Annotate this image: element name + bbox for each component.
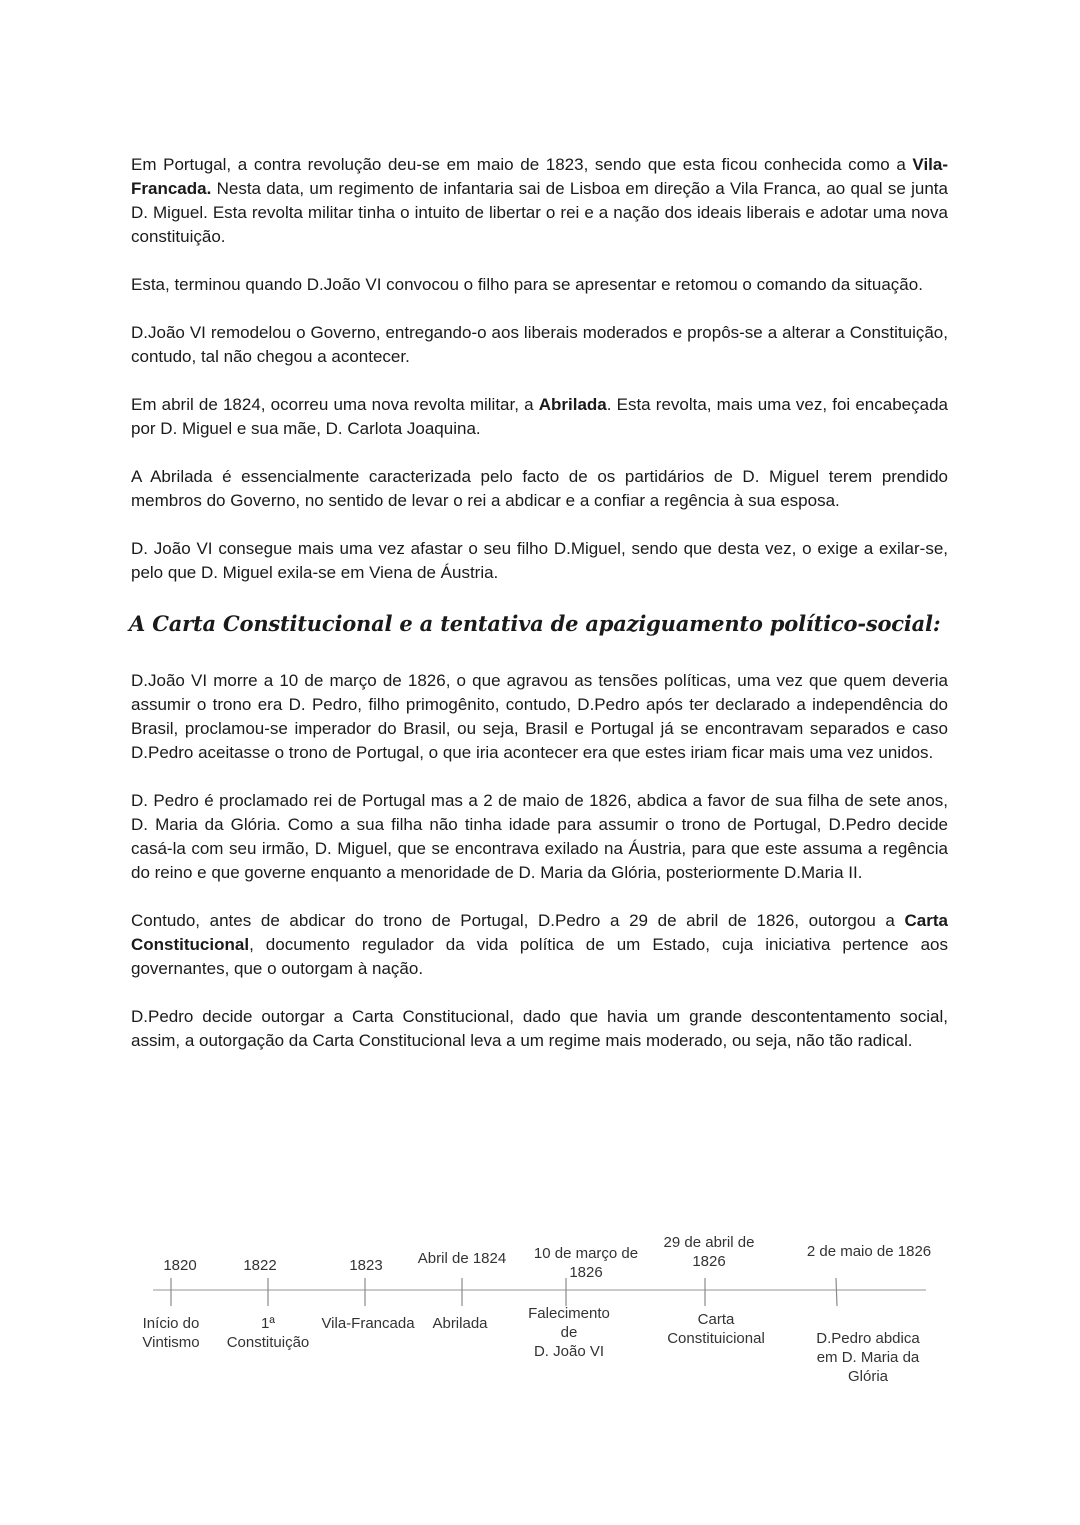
timeline-date: 2 de maio de 1826 [806,1243,932,1260]
paragraph-text: D.João VI morre a 10 de março de 1826, o que agravou as tensões políticas, uma vez que quem deveria assumir o trono era D. Pedro, filho primogênito, contudo, D.Pedro após ter declarado a independência do Brasil, proclamou-se imperador do Brasil, ou seja, Brasil e Portugal já se encontravam separados e caso D.Pedro aceitasse o trono de Portugal, o que iria acontecer era que estes iriam ficar mais uma vez unidos. [131,671,948,762]
timeline-event-label: Falecimento [528,1305,610,1322]
paragraph [131,537,948,585]
timeline-event-label: Carta [697,1311,735,1328]
timeline-event-label: Início do [142,1315,200,1332]
timeline-event-label: D.Pedro abdica [816,1330,920,1347]
timeline-date: 29 de abril de [663,1234,755,1251]
paragraph [131,909,948,981]
bold-term: Carta Constitucional [131,911,948,954]
paragraph [131,153,948,249]
paragraph-group-1 [131,153,948,585]
timeline-event-label: 1ª [261,1315,275,1332]
timeline-event-label: Vintismo [142,1334,200,1351]
paragraph-text: D. João VI consegue mais uma vez afastar o seu filho D.Miguel, sendo que desta vez, o exige a exilar-se, pelo que D. Miguel exila-se em Viena de Áustria. [131,539,948,582]
paragraph-text: . Esta revolta, mais uma vez, foi encabeçada por D. Miguel e sua mãe, D. Carlota Joaquina. [131,395,948,438]
paragraph-text: Em Portugal, a contra revolução deu-se em maio de 1823, sendo que esta ficou conhecida como a [131,155,913,174]
timeline-date: 1826 [692,1253,726,1270]
timeline-date: 1826 [569,1264,603,1281]
timeline-date: 10 de março de [533,1245,639,1262]
timeline-date: 1822 [243,1257,277,1274]
paragraph-text: D.Pedro decide outorgar a Carta Constitucional, dado que havia um grande descontentamento social, assim, a outorgação da Carta Constitucional leva a um regime mais moderado, ou seja, não tão radical. [131,1007,948,1050]
paragraph-text: A Abrilada é essencialmente caracterizada pelo facto de os partidários de D. Miguel terem prendido membros do Governo, no sentido de levar o rei a abdicar e a confiar a regência à sua esposa. [131,467,948,510]
paragraph-group-2 [131,669,948,1053]
paragraph-text: , documento regulador da vida política de um Estado, cuja iniciativa pertence aos governantes, que o outorgam à nação. [131,935,948,978]
timeline-event-label: em D. Maria da [816,1349,920,1366]
timeline-date: 1820 [163,1257,197,1274]
timeline-event-label: de [560,1324,578,1341]
paragraph [131,321,948,369]
paragraph [131,789,948,885]
section-title: A Carta Constitucional e a tentativa de apaziguamento político-social: [129,611,941,636]
timeline-event-label: Glória [847,1368,889,1385]
paragraph [131,669,948,765]
paragraph-text: Contudo, antes de abdicar do trono de Portugal, D.Pedro a 29 de abril de 1826, outorgou a [131,911,905,930]
timeline-date: Abril de 1824 [417,1250,507,1267]
timeline-event-label: Vila-Francada [321,1315,415,1332]
paragraph [131,273,948,297]
paragraph-text: Esta, terminou quando D.João VI convocou o filho para se apresentar e retomou o comando da situação. [131,275,923,294]
paragraph [131,465,948,513]
timeline-event-label: Constituicional [667,1330,765,1347]
paragraph [131,1005,948,1053]
paragraph-text: Em abril de 1824, ocorreu uma nova revolta militar, a [131,395,539,414]
timeline-event-label: Constituição [226,1334,310,1351]
timeline-date: 1823 [349,1257,383,1274]
paragraph-text: Nesta data, um regimento de infantaria sai de Lisboa em direção a Vila Franca, ao qual se junta D. Miguel. Esta revolta militar tinha o intuito de libertar o rei e a nação dos ideais liberais e adotar uma nova constituição. [131,179,948,246]
bold-term: Abrilada [538,395,607,414]
document-body [131,153,948,1077]
timeline-event-label: Abrilada [432,1315,488,1332]
paragraph [131,393,948,441]
paragraph-text: D.João VI remodelou o Governo, entregando-o aos liberais moderados e propôs-se a alterar a Constituição, contudo, tal não chegou a acontecer. [131,323,948,366]
bold-term: Vila-Francada. [131,155,948,198]
paragraph-text: D. Pedro é proclamado rei de Portugal mas a 2 de maio de 1826, abdica a favor de sua filha de sete anos, D. Maria da Glória. Como a sua filha não tinha idade para assumir o trono de Portugal, D.Pedro decide casá-la com seu irmão, D. Miguel, que se encontrava exilado na Áustria, para que este assuma a regência do reino e que governe enquanto a menoridade de D. Maria da Glória, posteriormente D.Maria II. [131,791,948,882]
timeline-event-label: D. João VI [533,1343,605,1360]
timeline-tick [836,1278,837,1306]
